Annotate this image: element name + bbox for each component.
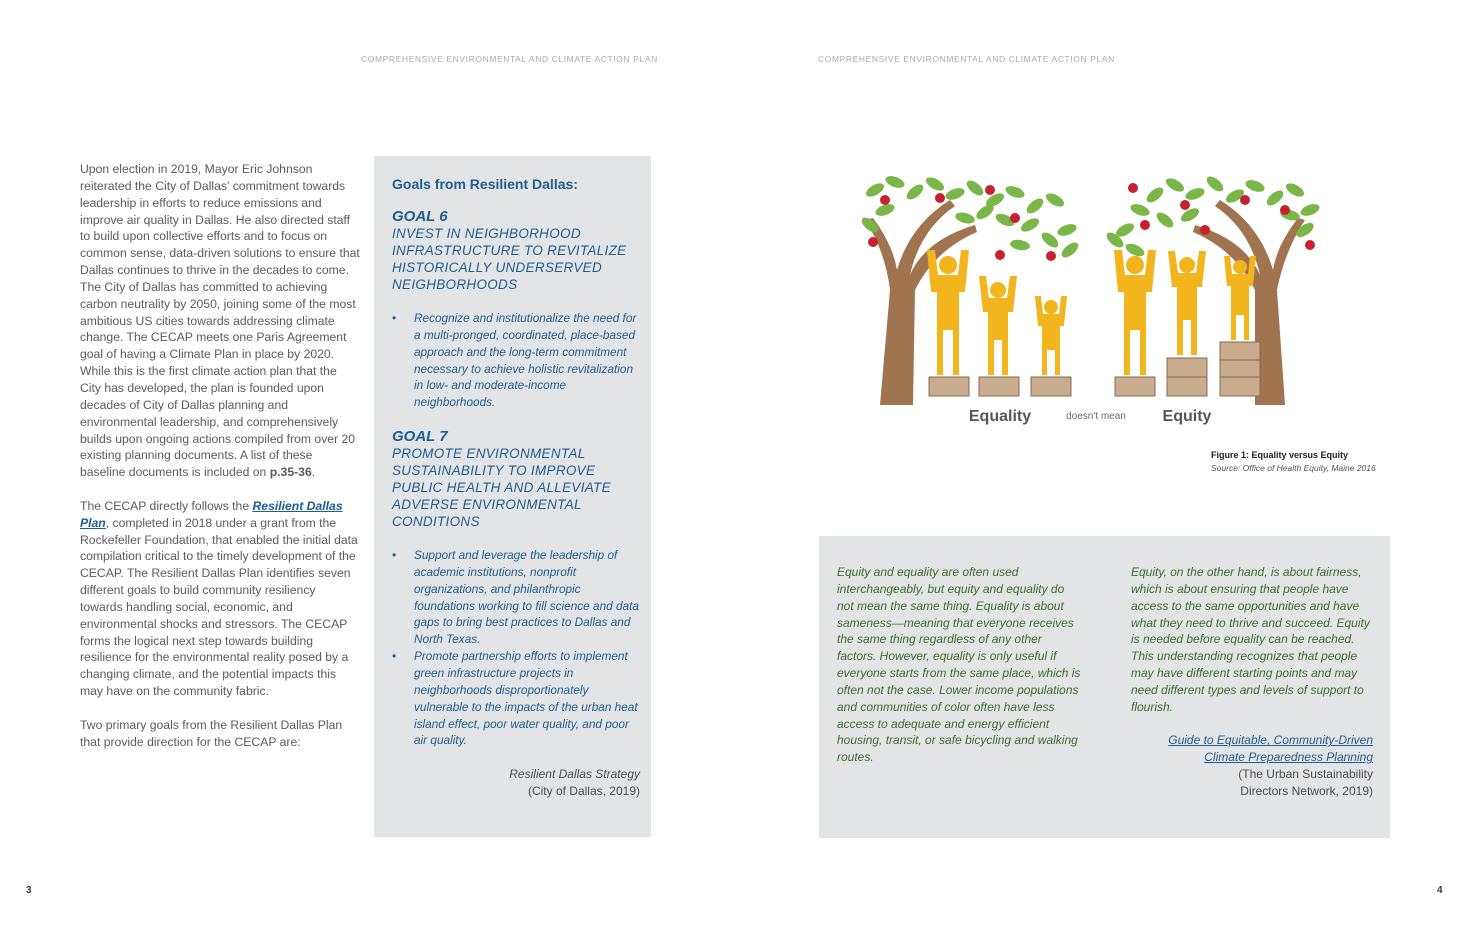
goals-source <box>392 766 640 800</box>
equity-source-org-line-2: Directors Network, 2019) <box>1240 783 1373 798</box>
equality-equity-image <box>855 170 1320 435</box>
intro-text-column <box>80 161 360 767</box>
goal-6-bullets <box>392 310 640 411</box>
equity-definition: Equity, on the other hand, is about fairness, which is about ensuring that people have access to the same opportunities and have what they need to thrive and succeed. Equity is needed before equality can be reached. This understanding recognizes that people may have different starting points and may need different types and levels of support to flourish. <box>1131 565 1370 714</box>
equality-equity-illustration <box>855 170 1320 435</box>
figure-caption <box>1211 450 1376 473</box>
goal-7-bullet: • Promote partnership efforts to implement green infrastructure projects in neighborhoods disproportionately vulnerable to the impacts of the urban heat island effect, poor water quality, and poor air quality. <box>392 648 640 749</box>
resilient-paragraph-prefix: The CECAP directly follows the <box>80 498 253 513</box>
equality-definition: Equity and equality are often used interchangeably, but equity and equality do not mean the same thing. Equality is about sameness—meaning that everyone receives the same thing regardless of any other factors. However, equality is only useful if everyone starts from the same place, which is often not the case. Lower income populations and communities of color often have less access to adequate and energy efficient housing, transit, or safe bicycling and walking routes. <box>837 565 1081 765</box>
goals-title: Goals from Resilient Dallas: <box>392 176 578 192</box>
equity-guide-link-line-2[interactable]: Climate Preparedness Planning <box>1204 750 1373 765</box>
equality-label: Equality <box>968 408 1032 425</box>
equity-column-2 <box>1131 564 1373 800</box>
goals-sidebar-box <box>374 156 651 837</box>
goal-7-number: GOAL 7 <box>392 428 448 446</box>
goals-source-line-1: Resilient Dallas Strategy <box>509 767 640 782</box>
goal-7-bullet: • Support and leverage the leadership of academic institutions, nonprofit organizations, and philanthropic foundations working to fill science and data gaps to bring best practices to Dallas and North Texas. <box>392 547 640 648</box>
equity-label: Equity <box>1162 408 1212 425</box>
equity-guide-link-line-1[interactable]: Guide to Equitable, Community-Driven <box>1168 733 1373 748</box>
figure-caption-source: Source: Office of Health Equity, Maine 2016 <box>1211 463 1376 473</box>
page-header-right: COMPREHENSIVE ENVIRONMENTAL AND CLIMATE ACTION PLAN <box>818 54 1115 64</box>
goal-7-bullets <box>392 547 640 749</box>
resilient-paragraph-rest: , completed in 2018 under a grant from the Rockefeller Foundation, that enabled the initial data compilation critical to the timely development of the CECAP. The Resilient Dallas Plan identifies seven different goals to build community resiliency towards handling social, economic, and environmental shocks and stressors. The CECAP forms the logical next step towards building resilience for the environmental reality posed by a changing climate, and the potential impacts this may have on the community fabric. <box>80 515 358 699</box>
page-reference: p.35-36 <box>269 465 312 480</box>
equity-source-org-line-1: (The Urban Sustainability <box>1238 767 1373 782</box>
figure-caption-title: Figure 1: Equality versus Equity <box>1211 450 1349 460</box>
goals-source-line-2: (City of Dallas, 2019) <box>527 784 640 799</box>
right-tree <box>1104 174 1320 405</box>
primary-goals-paragraph: Two primary goals from the Resilient Dallas Plan that provide direction for the CECAP are: <box>80 717 343 749</box>
goal-7-description: PROMOTE ENVIRONMENTAL SUSTAINABILITY TO IMPROVE PUBLIC HEALTH AND ALLEVIATE ADVERSE ENVIRONMENTAL CONDITIONS <box>392 446 611 530</box>
equity-explanation-box <box>819 536 1390 838</box>
intro-paragraph <box>80 161 360 481</box>
doesnt-mean-label: doesn't mean <box>1066 411 1126 422</box>
left-tree <box>859 174 1081 405</box>
goal-6-number: GOAL 6 <box>392 208 448 225</box>
intro-paragraph-text: Upon election in 2019, Mayor Eric Johnson reiterated the City of Dallas' commitment towards leadership in efforts to reduce emissions and improve air quality in Dallas. He also directed staff to build upon collective efforts and to focus on common sense, data-driven solutions to ensure that Dallas continues to thrive in the decades to come. The City of Dallas has committed to achieving carbon neutrality by 2050, joining some of the most ambitious US cities towards addressing climate change. The CECAP meets one Paris Agreement goal of having a Climate Plan in place by 2020. While this is the first climate action plan that the City has developed, the plan is founded upon decades of City of Dallas planning and environmental leadership, and comprehensively builds upon ongoing actions compiled from over 20 existing planning documents. A list of these baseline documents is included on <box>80 162 360 480</box>
resilient-dallas-paragraph <box>80 498 360 700</box>
goal-6-description: INVEST IN NEIGHBORHOOD INFRASTRUCTURE TO REVITALIZE HISTORICALLY UNDERSERVED NEIGHBORHOODS <box>392 226 627 292</box>
resilient-dallas-plan-link[interactable]: Resilient Dallas Plan <box>80 498 343 530</box>
page-number-right: 4 <box>1437 885 1443 896</box>
equity-source <box>1131 732 1373 799</box>
page-number-left: 3 <box>26 885 32 896</box>
goal-6-bullet: • Recognize and institutionalize the need for a multi-pronged, coordinated, place-based approach and the long-term commitment necessary to achieve holistic revitalization in low- and moderate-income neighborhoods. <box>392 310 640 411</box>
equity-column-1 <box>837 564 1082 766</box>
intro-paragraph-end: . <box>311 465 316 480</box>
page-header-left: COMPREHENSIVE ENVIRONMENTAL AND CLIMATE ACTION PLAN <box>361 54 658 64</box>
